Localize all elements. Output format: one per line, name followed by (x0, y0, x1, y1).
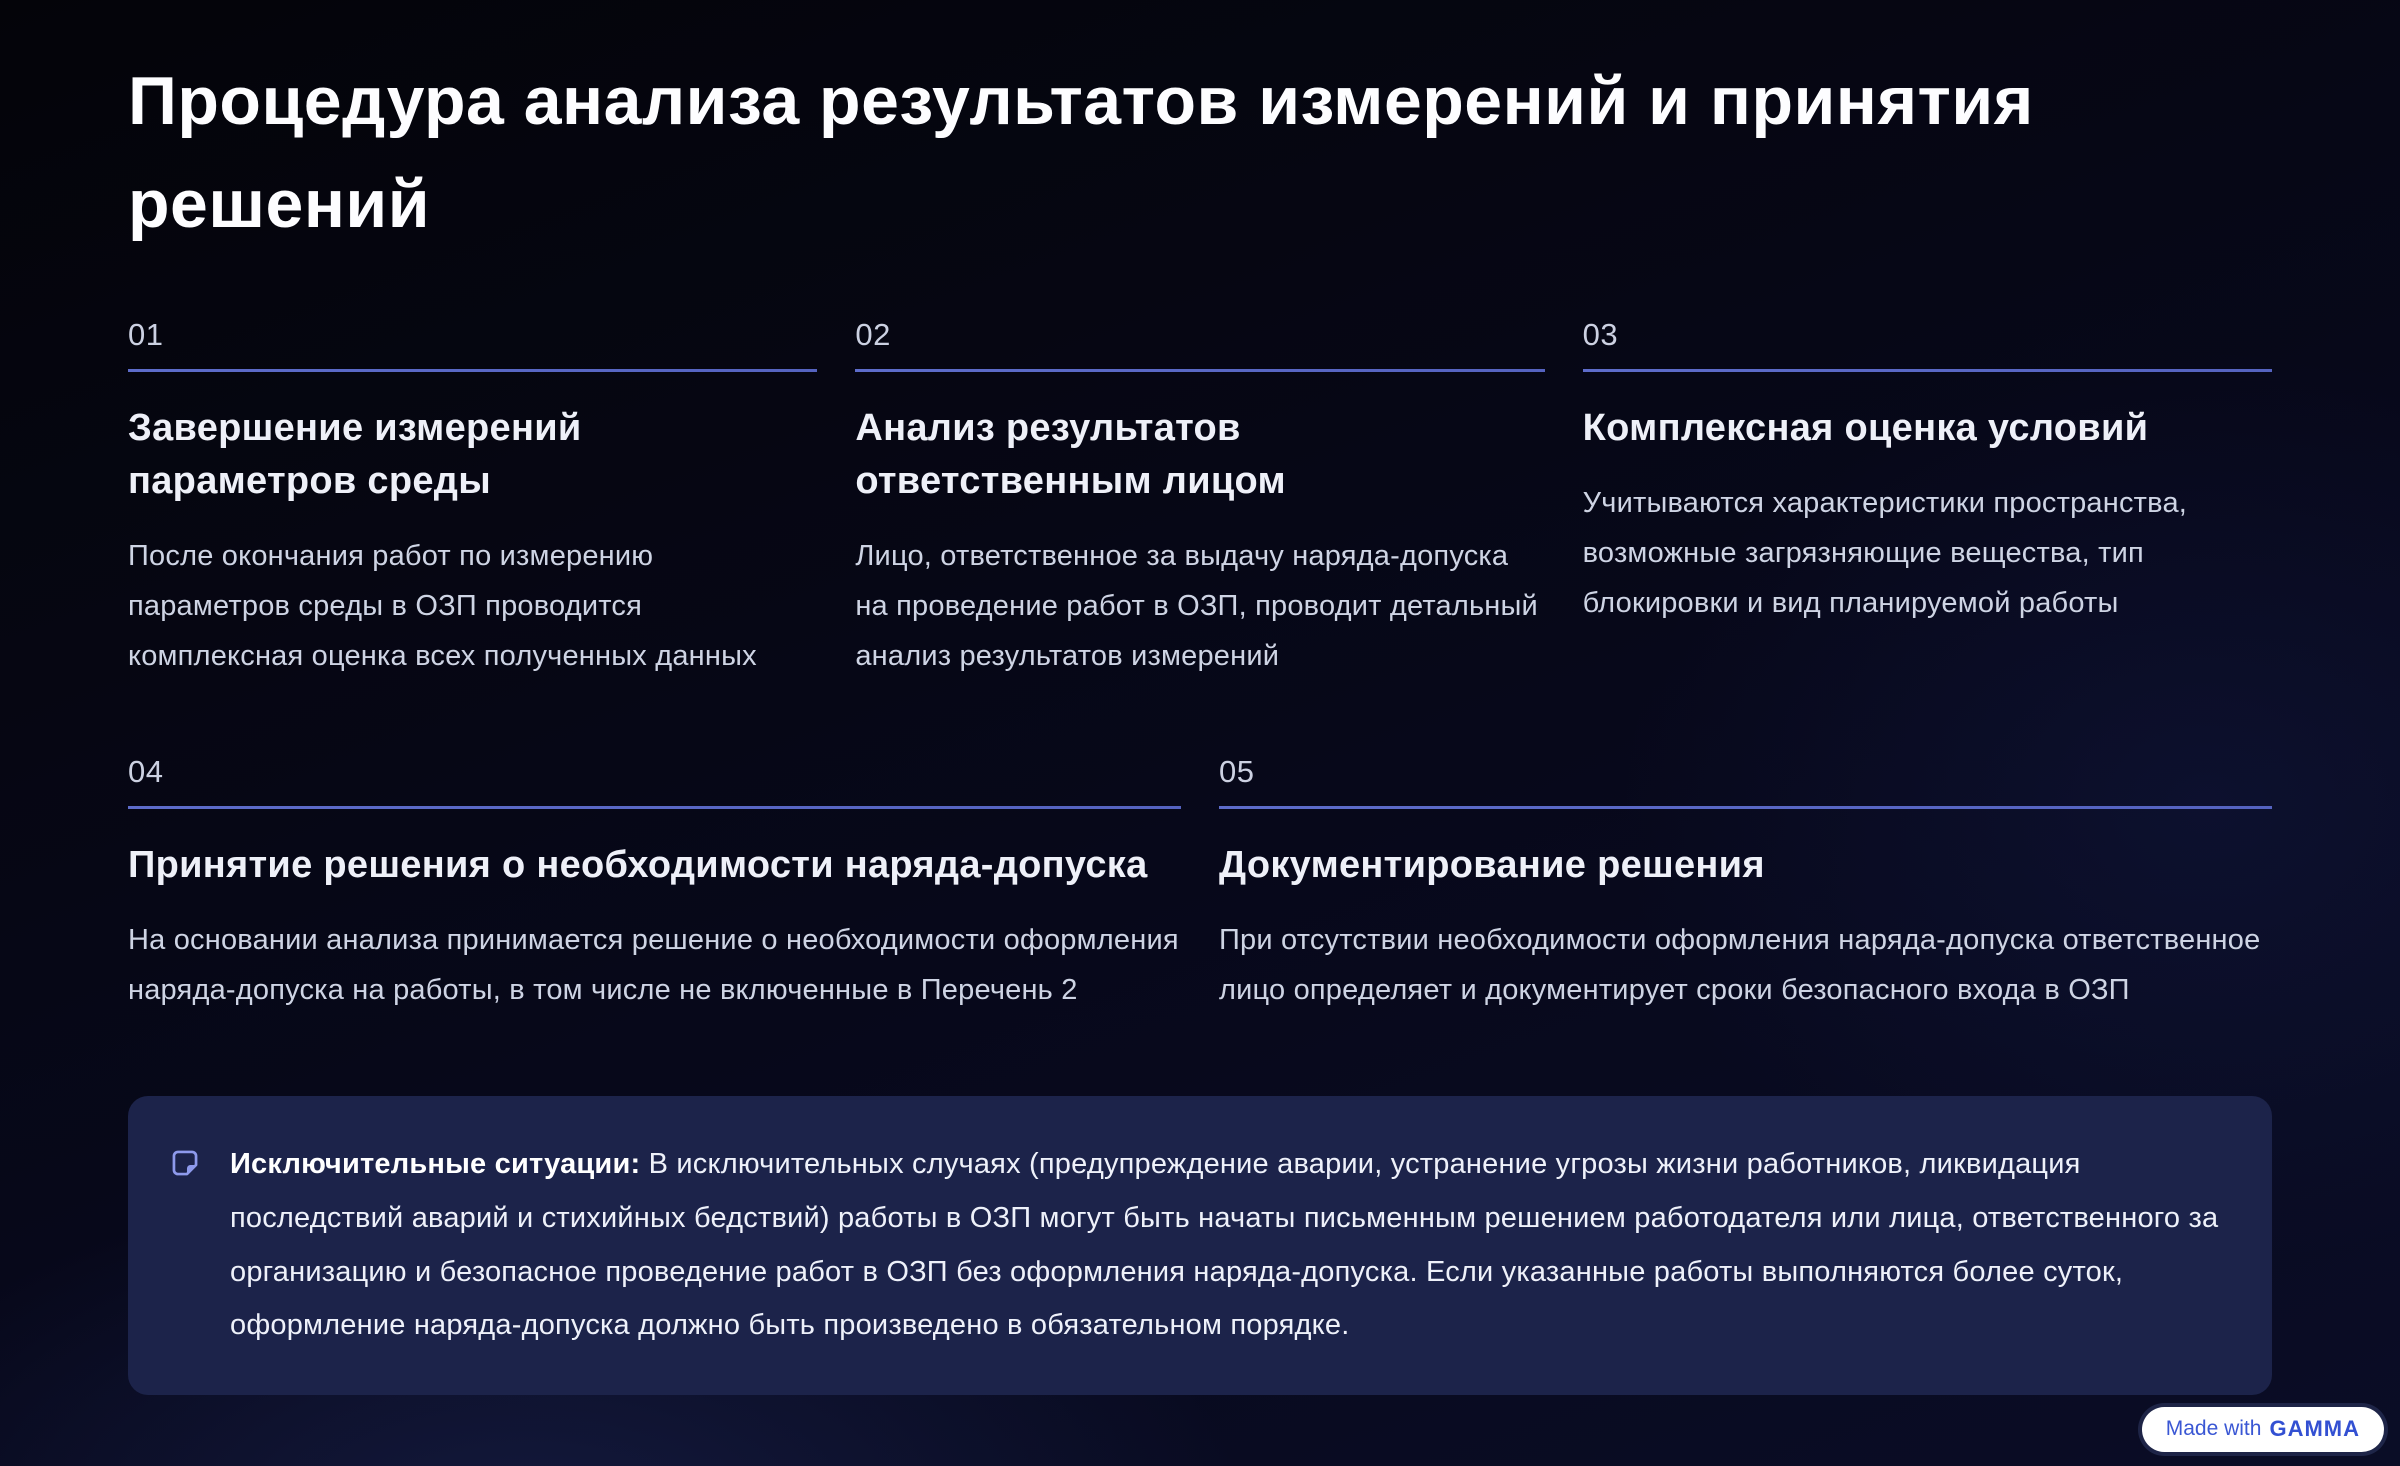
step-title: Комплексная оценка условий (1582, 406, 2149, 449)
step-title: Завершение измерений параметров среды (128, 406, 582, 502)
callout-text (230, 1138, 2220, 1354)
step-divider (128, 369, 817, 372)
step-title: Документирование решения (1218, 843, 1765, 886)
step-body: Лицо, ответственное за выдачу наряда-допуска на проведение работ в ОЗП, проводит детальный анализ результатов измерений (855, 540, 1538, 672)
step-title: Принятие решения о необходимости наряда-допуска (128, 843, 1148, 886)
made-with-label: Made with (2165, 1417, 2262, 1440)
step-title: Анализ результатов ответственным лицом (855, 406, 1286, 502)
made-with-gamma-badge[interactable] (2142, 1407, 2384, 1452)
step-number: 05 (1218, 753, 1255, 789)
step-item-01 (128, 317, 817, 682)
step-number: 01 (128, 316, 164, 352)
step-body: После окончания работ по измерению параметров среды в ОЗП проводится комплексная оценка всех полученных данных (128, 540, 757, 672)
gamma-logo-text: GAMMA (2269, 1416, 2360, 1441)
step-number: 03 (1582, 316, 1619, 352)
step-item-05 (1219, 754, 2272, 1016)
step-item-02 (855, 317, 1544, 682)
step-divider (855, 369, 1544, 372)
step-divider (1583, 369, 2272, 372)
step-divider (1219, 806, 2272, 809)
step-number: 04 (128, 753, 164, 789)
sticky-note-icon (168, 1146, 202, 1185)
step-item-03 (1583, 317, 2272, 682)
callout-body: В исключительных случаях (предупреждение аварии, устранение угрозы жизни работников, ликвидация последствий аварий и стихийных бедствий) работы в ОЗП могут быть начаты письменным решением работодателя или лица, ответственного за организацию и безопасное проведение работ в ОЗП без оформления наряда-допуска. Если указанные работы выполняются более суток, оформление наряда-допуска должно быть произведено в обязательном порядке. (230, 1147, 2219, 1342)
steps-grid (128, 317, 2272, 1016)
step-body: На основании анализа принимается решение о необходимости оформления наряда-допуска на работы, в том числе не включенные в Перечень 2 (128, 923, 1179, 1006)
step-body: При отсутствии необходимости оформления наряда-допуска ответственное лицо определяет и документирует сроки безопасного входа в ОЗП (1218, 923, 2261, 1006)
step-item-04 (128, 754, 1181, 1016)
callout-label: Исключительные ситуации: (230, 1147, 641, 1180)
step-divider (128, 806, 1181, 809)
step-number: 02 (855, 316, 891, 352)
page-title: Процедура анализа результатов измерений и принятия решений (128, 63, 2034, 243)
callout-exceptional-situations (128, 1096, 2272, 1396)
step-body: Учитываются характеристики пространства, возможные загрязняющие вещества, тип блокировки и вид планируемой работы (1582, 486, 2188, 619)
